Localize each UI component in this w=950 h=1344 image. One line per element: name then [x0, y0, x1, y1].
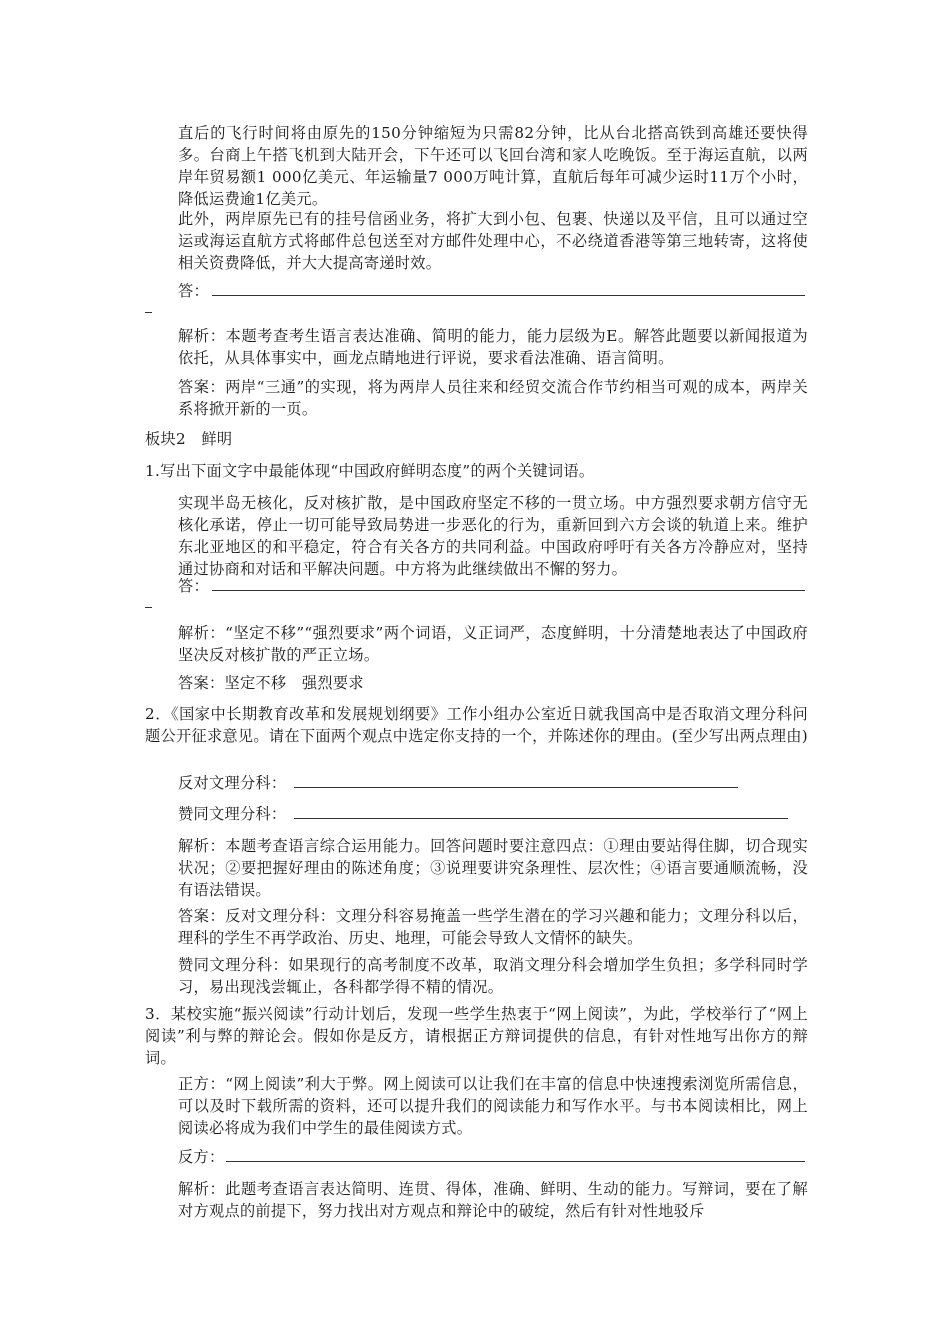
support-blank-line[interactable]: [294, 818, 788, 819]
continuation-dash: [145, 312, 152, 313]
answer-blank-line[interactable]: [212, 590, 805, 591]
analysis-paragraph: 解析：本题考查语言综合运用能力。回答问题时要注意四点：①理由要站得住脚，切合现实状况；②要把握好理由的陈述角度；③说理要讲究条理性、层次性；④语言要通顺流畅，没有语法错误。: [178, 837, 808, 899]
oppose-blank-line[interactable]: [294, 787, 738, 788]
answer-label: 答：: [178, 282, 209, 300]
fanfang-label: 反方：: [178, 1148, 225, 1166]
support-label: 赞同文理分科：: [178, 805, 287, 823]
section-heading: 板块2 鲜明: [145, 430, 233, 448]
question-1: 1.写出下面文字中最能体现“中国政府鲜明态度”的两个关键词语。: [145, 462, 595, 480]
paragraph-flight-time: 直后的飞行时间将由原先的150分钟缩短为只需82分钟，比从台北搭高铁到高雄还要快得多。台商上午搭飞机到大陆开会，下午还可以飞回台湾和家人吃晚饭。至于海运直航，以两岸年贸易额1 000亿美元、年运输量7 000万吨计算，直航后每年可减少运时11万个小时，降低运费逾1亿美元。: [178, 124, 808, 208]
continuation-dash: [145, 607, 152, 608]
answer-label: 答：: [178, 577, 209, 595]
answer-paragraph: 答案：坚定不移 强烈要求: [178, 674, 364, 692]
answer-blank-line[interactable]: [212, 295, 805, 296]
answer-paragraph: 答案：两岸“三通”的实现，将为两岸人员往来和经贸交流合作节约相当可观的成本，两岸关系将掀开新的一页。: [178, 378, 808, 418]
question-1-passage: 实现半岛无核化，反对核扩散，是中国政府坚定不移的一贯立场。中方强烈要求朝方信守无核化承诺，停止一切可能导致局势进一步恶化的行为，重新回到六方会谈的轨道上来。维护东北亚地区的和平稳定，符合有关各方的共同利益。中国政府呼吁有关各方冷静应对，坚持通过协商和对话和平解决问题。中方将为此继续做出不懈的努力。: [178, 494, 808, 578]
analysis-paragraph: 解析：本题考查考生语言表达准确、简明的能力，能力层级为E。解答此题要以新闻报道为依托，从具体事实中，画龙点睛地进行评说，要求看法准确、语言简明。: [178, 327, 808, 367]
question-3: 3．某校实施“振兴阅读”行动计划后，发现一些学生热衷于“网上阅读”，为此，学校举行了“网上阅读”利与弊的辩论会。假如你是反方，请根据正方辩词提供的信息，有针对性地写出你方的辩词。: [145, 1005, 808, 1067]
analysis-paragraph: 解析：此题考查语言表达简明、连贯、得体，准确、鲜明、生动的能力。写辩词，要在了解对方观点的前提下，努力找出对方观点和辩论中的破绽，然后有针对性地驳斥: [178, 1180, 808, 1220]
answer-paragraph: 答案：反对文理分科：文理分科容易掩盖一些学生潜在的学习兴趣和能力；文理分科以后，理科的学生不再学政治、历史、地理，可能会导致人文情怀的缺失。: [178, 907, 808, 947]
answer-paragraph: 赞同文理分科：如果现行的高考制度不改革，取消文理分科会增加学生负担；多学科同时学习，易出现浅尝辄止，各科都学得不精的情况。: [178, 956, 808, 996]
paragraph-mail-service: 此外，两岸原先已有的挂号信函业务，将扩大到小包、包裹、快递以及平信，且可以通过空运或海运直航方式将邮件总包送至对方邮件处理中心，不必绕道香港等第三地转寄，这将使相关资费降低，并大大提高寄递时效。: [178, 210, 808, 272]
zhengfang-statement: 正方：“网上阅读”利大于弊。网上阅读可以让我们在丰富的信息中快速搜索浏览所需信息，可以及时下载所需的资料，还可以提升我们的阅读能力和写作水平。与书本阅读相比，网上阅读必将成为我们中学生的最佳阅读方式。: [178, 1075, 808, 1137]
oppose-label: 反对文理分科：: [178, 774, 287, 792]
fanfang-blank-line[interactable]: [226, 1161, 805, 1162]
analysis-paragraph: 解析：“坚定不移”“强烈要求”两个词语，义正词严，态度鲜明，十分清楚地表达了中国政府坚决反对核扩散的严正立场。: [178, 624, 808, 664]
question-2: 2．《国家中长期教育改革和发展规划纲要》工作小组办公室近日就我国高中是否取消文理分科问题公开征求意见。请在下面两个观点中选定你支持的一个，并陈述你的理由。(至少写出两点理由): [145, 705, 808, 745]
